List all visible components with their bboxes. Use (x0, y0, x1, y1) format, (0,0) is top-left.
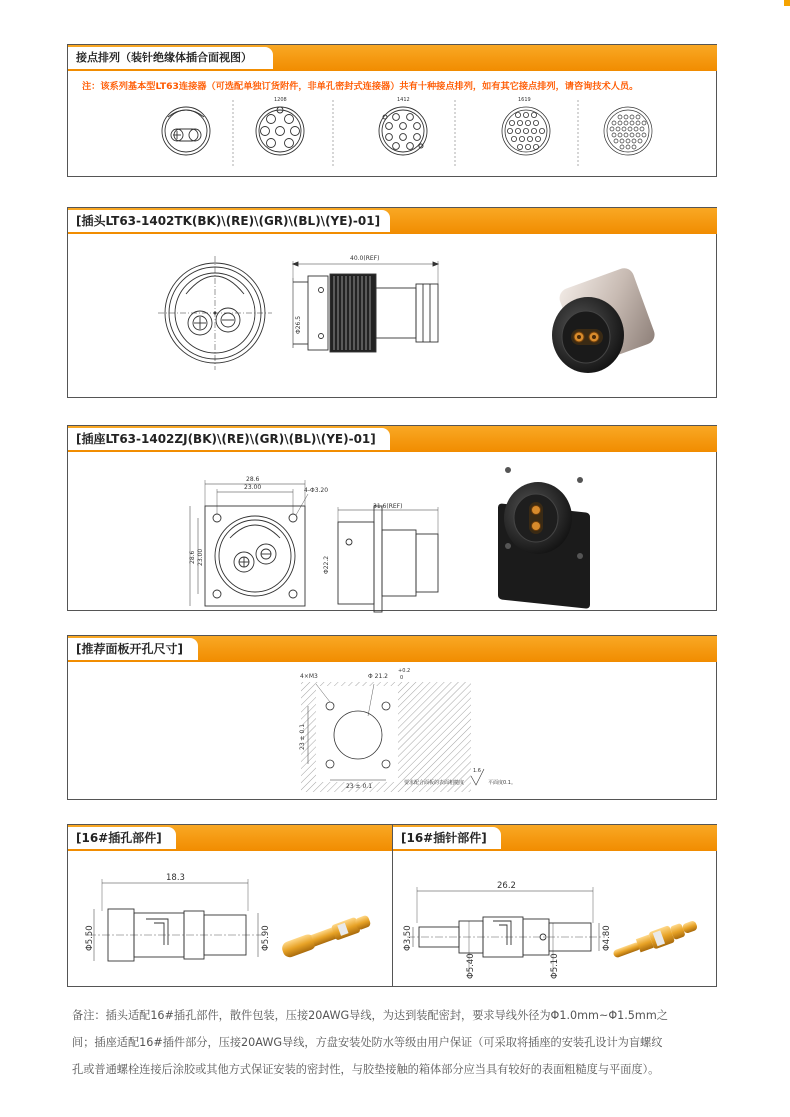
section-title: [推荐面板开孔尺寸] (68, 638, 198, 660)
plug-drawing (68, 236, 718, 396)
section-title: [16#插孔部件] (68, 827, 176, 849)
socket-side-view (338, 506, 438, 612)
panel-note-right: 平面度0.1。 (488, 780, 516, 786)
layout-label-1619: 1619 (518, 97, 531, 103)
male-contact-drawing (393, 851, 718, 986)
contact-note: 注：该系列基本型LT63连接器（可选配单独订货附件，非单孔密封式连接器）共有十种接点排列，如有其它接点排列，请咨询技术人员。 (82, 81, 639, 92)
socket-section (67, 425, 717, 611)
panel-dia-dim: Φ 21.2 (368, 673, 388, 680)
plug-front-view (158, 256, 272, 370)
panel-cutout-section (67, 635, 717, 800)
section-title: 接点排列（装针绝缘体插合面视图） (68, 47, 273, 69)
panel-rough: 1.6 (473, 768, 481, 774)
section-title: [插头LT63-1402TK(BK)\(RE)\(GR)\(BL)\(YE)-01] (68, 210, 390, 232)
panel-v-dim: 23 ± 0.1 (299, 723, 306, 750)
female-contact-drawing (68, 851, 394, 986)
socket-product-image (498, 467, 590, 609)
plug-section (67, 207, 717, 398)
layout-label-1208: 1208 (274, 97, 287, 103)
remark-line: 间；插座适配16#插件部分，压接20AWG导线，方盘安装处防水等级由用户保证（可采取将插座的安装孔设计为盲螺纹 (72, 1036, 663, 1049)
male-d3-dim: Φ5.10 (550, 953, 560, 979)
plug-length-dim: 40.0(REF) (350, 255, 380, 262)
plug-product-image (552, 265, 657, 373)
layout-1412 (379, 107, 427, 155)
layout-multi (604, 107, 652, 155)
panel-holes-dim: 4×M3 (300, 673, 318, 680)
layout-label-1412: 1412 (397, 97, 410, 103)
socket-h1-dim: 28.6 (189, 550, 196, 564)
male-d1-dim: Φ3.50 (403, 925, 413, 951)
plug-side-view (293, 261, 438, 352)
socket-dia-dim: Φ22.2 (323, 555, 330, 574)
section-title: [16#插针部件] (393, 827, 501, 849)
panel-tol-up: +0.2 (398, 668, 411, 674)
socket-drawing (68, 454, 718, 614)
female-contact-section (67, 824, 393, 987)
panel-tol-dn: 0 (400, 675, 404, 681)
socket-hole-dim: 4-Φ3.20 (304, 487, 329, 494)
remark-line: 备注：插头适配16#插孔部件，散件包装，压接20AWG导线，为达到装配密封，要求导线外径为Φ1.0mm~Φ1.5mm之 (72, 1009, 668, 1022)
socket-w1-dim: 28.6 (246, 476, 260, 483)
layout-2pin (162, 107, 210, 155)
female-d1-dim: Φ5.50 (85, 925, 95, 951)
contact-layout-section (67, 44, 717, 177)
socket-front-view (190, 480, 308, 606)
female-length-dim: 18.3 (166, 873, 185, 883)
socket-w2-dim: 23.00 (244, 484, 262, 491)
male-d2-dim: Φ5.40 (466, 953, 476, 979)
male-contact-image (611, 916, 700, 963)
socket-h2-dim: 23.00 (197, 548, 204, 566)
socket-length-dim: 31.6(REF) (373, 503, 403, 510)
corner-mark (784, 0, 790, 6)
layout-1619 (502, 107, 550, 155)
contact-layout-drawings (68, 95, 718, 175)
plug-dia-dim: Φ26.5 (295, 315, 302, 334)
female-d2-dim: Φ5.90 (261, 925, 271, 951)
panel-cutout-drawing (68, 662, 718, 800)
panel-note-left: 要求配合面板的表面粗糙度 (404, 780, 465, 786)
section-title: [插座LT63-1402ZJ(BK)\(RE)\(GR)\(BL)\(YE)-01] (68, 428, 390, 450)
layout-1208 (256, 107, 304, 155)
male-d4-dim: Φ4.80 (602, 925, 612, 951)
male-length-dim: 26.2 (497, 881, 516, 891)
remark-line: 孔或普通螺栓连接后涂胶或其他方式保证安装的密封性，与胶垫接触的箱体部分应当具有较好的表面粗糙度与平面度）。 (72, 1063, 660, 1076)
panel-h-dim: 23 ± 0.1 (346, 783, 373, 790)
female-contact-image (280, 913, 372, 960)
remarks (72, 1002, 722, 1083)
male-contact-section (392, 824, 717, 987)
